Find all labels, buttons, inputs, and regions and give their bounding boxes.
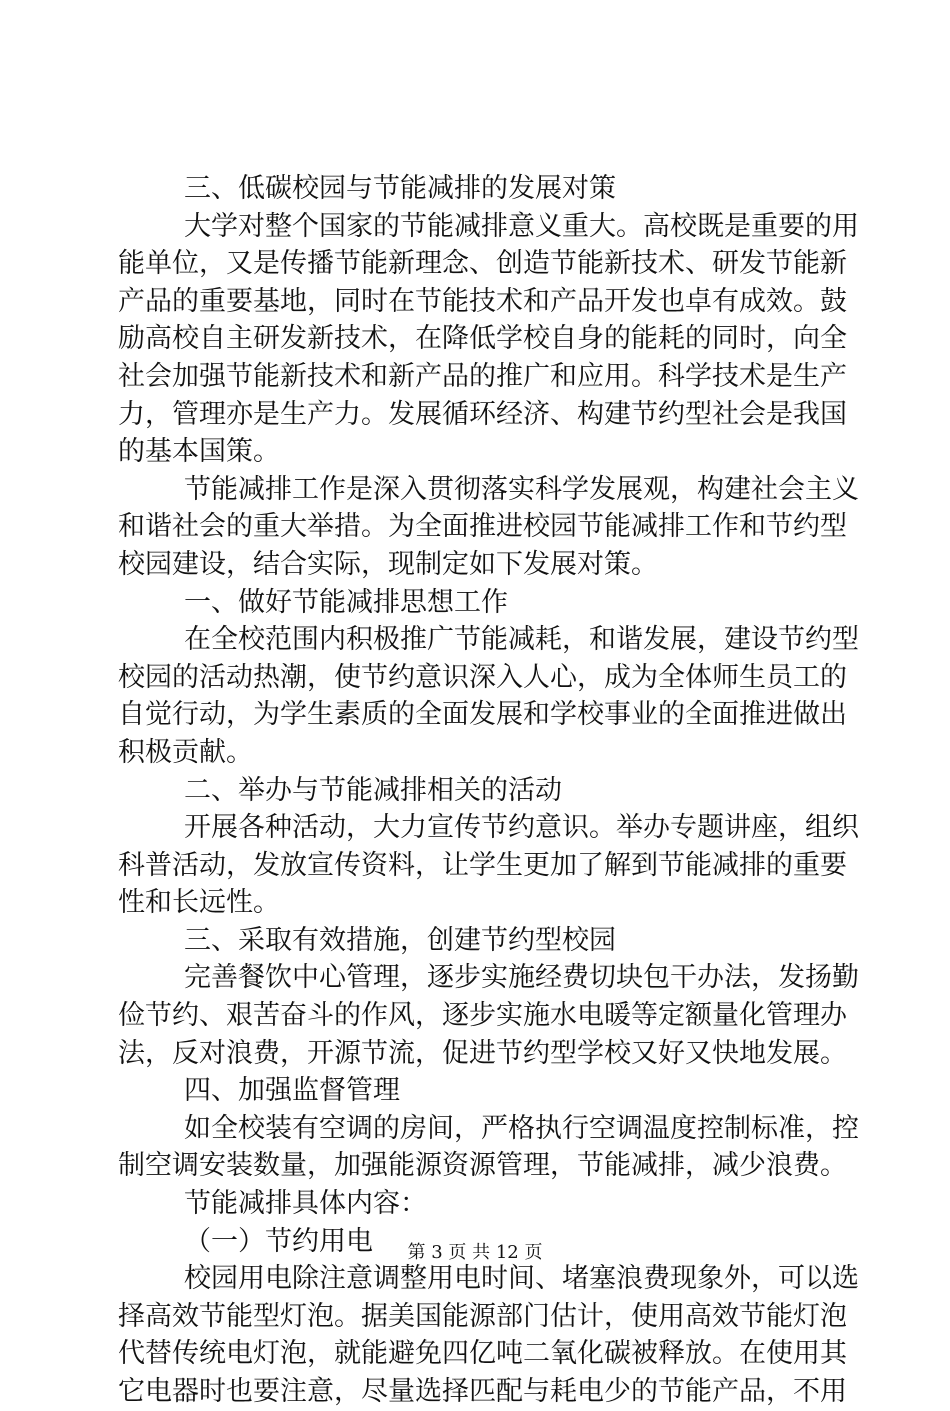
- section-heading: 三、采取有效措施，创建节约型校园: [184, 924, 616, 956]
- paragraph-line: 择高效节能型灯泡。据美国能源部门估计，使用高效节能灯泡: [118, 1300, 847, 1332]
- paragraph-line: 科普活动，发放宣传资料，让学生更加了解到节能减排的重要: [118, 849, 847, 881]
- paragraph: [118, 208, 859, 471]
- paragraph: [118, 959, 859, 1072]
- paragraph-line: 励高校自主研发新技术，在降低学校自身的能耗的同时，向全: [118, 323, 847, 355]
- paragraph-line: 开展各种活动，大力宣传节约意识。举办专题讲座，组织: [184, 812, 859, 844]
- paragraph-line: 法，反对浪费，开源节流，促进节约型学校又好又快地发展。: [118, 1037, 847, 1069]
- paragraph-line: 它电器时也要注意，尽量选择匹配与耗电少的节能产品，不用: [118, 1376, 847, 1407]
- paragraph: [118, 1110, 859, 1185]
- section-heading: 二、举办与节能减排相关的活动: [184, 774, 562, 806]
- paragraph-line: 大学对整个国家的节能减排意义重大。高校既是重要的用: [184, 210, 859, 242]
- paragraph-line: 积极贡献。: [118, 736, 253, 768]
- paragraph: [118, 809, 859, 922]
- paragraph-line: 自觉行动，为学生素质的全面发展和学校事业的全面推进做出: [118, 699, 847, 731]
- paragraph-line: 力，管理亦是生产力。发展循环经济、构建节约型社会是我国: [118, 398, 847, 430]
- document-body: [118, 170, 859, 1411]
- paragraph: [118, 1260, 859, 1410]
- section-heading: 一、做好节能减排思想工作: [184, 586, 508, 618]
- section-heading: 节能减排具体内容：: [184, 1188, 427, 1220]
- paragraph-line: 和谐社会的重大举措。为全面推进校园节能减排工作和节约型: [118, 511, 847, 543]
- paragraph-line: 校园的活动热潮，使节约意识深入人心，成为全体师生员工的: [118, 661, 847, 693]
- section-heading: 四、加强监督管理: [184, 1075, 400, 1107]
- paragraph: [118, 621, 859, 771]
- paragraph-line: 产品的重要基地，同时在节能技术和产品开发也卓有成效。鼓: [118, 285, 847, 317]
- paragraph: [118, 471, 859, 584]
- paragraph-line: 制空调安装数量，加强能源资源管理，节能减排，减少浪费。: [118, 1150, 847, 1182]
- paragraph-line: 代替传统电灯泡，就能避免四亿吨二氧化碳被释放。在使用其: [118, 1338, 847, 1370]
- paragraph-line: 社会加强节能新技术和新产品的推广和应用。科学技术是生产: [118, 360, 847, 392]
- paragraph-line: 俭节约、艰苦奋斗的作风，逐步实施水电暖等定额量化管理办: [118, 1000, 847, 1032]
- paragraph-line: 能单位，又是传播节能新理念、创造节能新技术、研发节能新: [118, 248, 847, 280]
- section-heading: （一）节约用电: [184, 1225, 373, 1257]
- paragraph-line: 节能减排工作是深入贯彻落实科学发展观，构建社会主义: [184, 473, 859, 505]
- paragraph-line: 校园建设，结合实际，现制定如下发展对策。: [118, 548, 658, 580]
- section-heading: 三、低碳校园与节能减排的发展对策: [184, 173, 616, 204]
- paragraph-line: 的基本国策。: [118, 436, 280, 468]
- paragraph-line: 如全校装有空调的房间，严格执行空调温度控制标准，控: [184, 1112, 859, 1144]
- paragraph-line: 校园用电除注意调整用电时间、堵塞浪费现象外，可以选: [184, 1263, 859, 1295]
- paragraph-line: 性和长远性。: [118, 887, 280, 919]
- paragraph-line: 在全校范围内积极推广节能减耗，和谐发展，建设节约型: [184, 624, 859, 656]
- page-number-footer: 第 3 页 共 12 页: [407, 1242, 543, 1263]
- paragraph-line: 完善餐饮中心管理，逐步实施经费切块包干办法，发扬勤: [184, 962, 859, 994]
